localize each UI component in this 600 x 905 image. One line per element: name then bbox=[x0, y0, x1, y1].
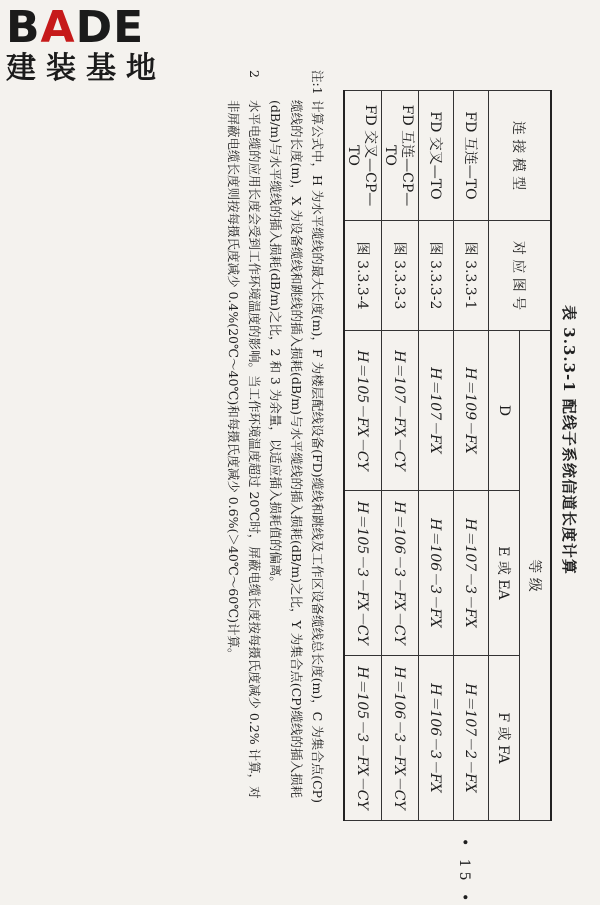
cell-figure: 图 3.3.3-3 bbox=[382, 221, 419, 331]
cell-model: FD 交叉—CP—TO bbox=[344, 91, 382, 221]
header-connection-model: 连 接 模 型 bbox=[489, 91, 552, 221]
table-header-row bbox=[520, 91, 552, 821]
table-caption: 表 3.3.3-1 配线子系统信道长度计算 bbox=[560, 305, 578, 575]
cell-figure: 图 3.3.3-4 bbox=[344, 221, 382, 331]
note-text: 水平电缆的应用长度会受到工作环境温度的影响。当工作环境温度超过 20℃时，屏蔽电缆长度按每摄氏度减少 0.2% 计算，对非屏蔽电缆长度则按每摄氏度减少 0.4%(20℃～40℃)和每摄氏度减少 0.6%(＞40℃～60℃)计算。 bbox=[226, 100, 262, 799]
note-label: 注:1 bbox=[310, 70, 325, 95]
table-row bbox=[454, 91, 489, 821]
header-grade: 等 级 bbox=[520, 331, 552, 821]
logo-wordmark: BADE bbox=[6, 2, 145, 53]
cell-grade-f: H＝105－3－FX－CY bbox=[344, 656, 382, 821]
cell-figure: 图 3.3.3-2 bbox=[419, 221, 454, 331]
cell-grade-f: H＝106－3－FX－CY bbox=[382, 656, 419, 821]
cell-model: FD 互连—CP—TO bbox=[382, 91, 419, 221]
note-label: 2 bbox=[247, 70, 262, 78]
header-grade-f: F 或 FA bbox=[489, 656, 520, 821]
header-grade-e: E 或 EA bbox=[489, 491, 520, 656]
table-row bbox=[419, 91, 454, 821]
cell-grade-d: H＝107－FX bbox=[419, 331, 454, 491]
header-grade-d: D bbox=[489, 331, 520, 491]
page-number: • 15 • bbox=[456, 838, 472, 905]
cell-grade-f: H＝107－2－FX bbox=[454, 656, 489, 821]
cell-grade-d: H＝109－FX bbox=[454, 331, 489, 491]
header-figure-number: 对 应 图 号 bbox=[489, 221, 552, 331]
table-row bbox=[382, 91, 419, 821]
note-text: 计算公式中，H 为水平缆线的最大长度(m)，F 为楼层配线设备(FD)缆线和跳线及工作区设备缆线总长度(m)，C 为集合点(CP)缆线的长度(m)，X 为设备缆线和跳线的插入损耗(dB/m)与水平缆线的插入损耗(dB/m)之比，Y 为集合点(CP)缆线的插入损耗(dB/m)与水平缆线的插入损耗(dB/m)之比，2 和 3 为余量，以适应插入损耗值的偏离。 bbox=[268, 100, 325, 803]
cell-model: FD 交叉—TO bbox=[419, 91, 454, 221]
channel-length-table bbox=[343, 90, 552, 821]
cell-grade-f: H＝106－3－FX bbox=[419, 656, 454, 821]
cell-grade-e: H＝107－3－FX bbox=[454, 491, 489, 656]
cell-grade-d: H＝107－FX－CY bbox=[382, 331, 419, 491]
table-notes bbox=[223, 70, 328, 810]
cell-model: FD 互连—TO bbox=[454, 91, 489, 221]
rotated-page-content bbox=[110, 60, 590, 820]
cell-figure: 图 3.3.3-1 bbox=[454, 221, 489, 331]
table-row bbox=[344, 91, 382, 821]
cell-grade-d: H＝105－FX－CY bbox=[344, 331, 382, 491]
cell-grade-e: H＝106－3－FX bbox=[419, 491, 454, 656]
note-item bbox=[265, 70, 328, 810]
cell-grade-e: H＝105－3－FX－CY bbox=[344, 491, 382, 656]
note-item bbox=[223, 70, 265, 810]
logo-subtitle: 建装基地 bbox=[6, 51, 166, 86]
cell-grade-e: H＝106－3－FX－CY bbox=[382, 491, 419, 656]
